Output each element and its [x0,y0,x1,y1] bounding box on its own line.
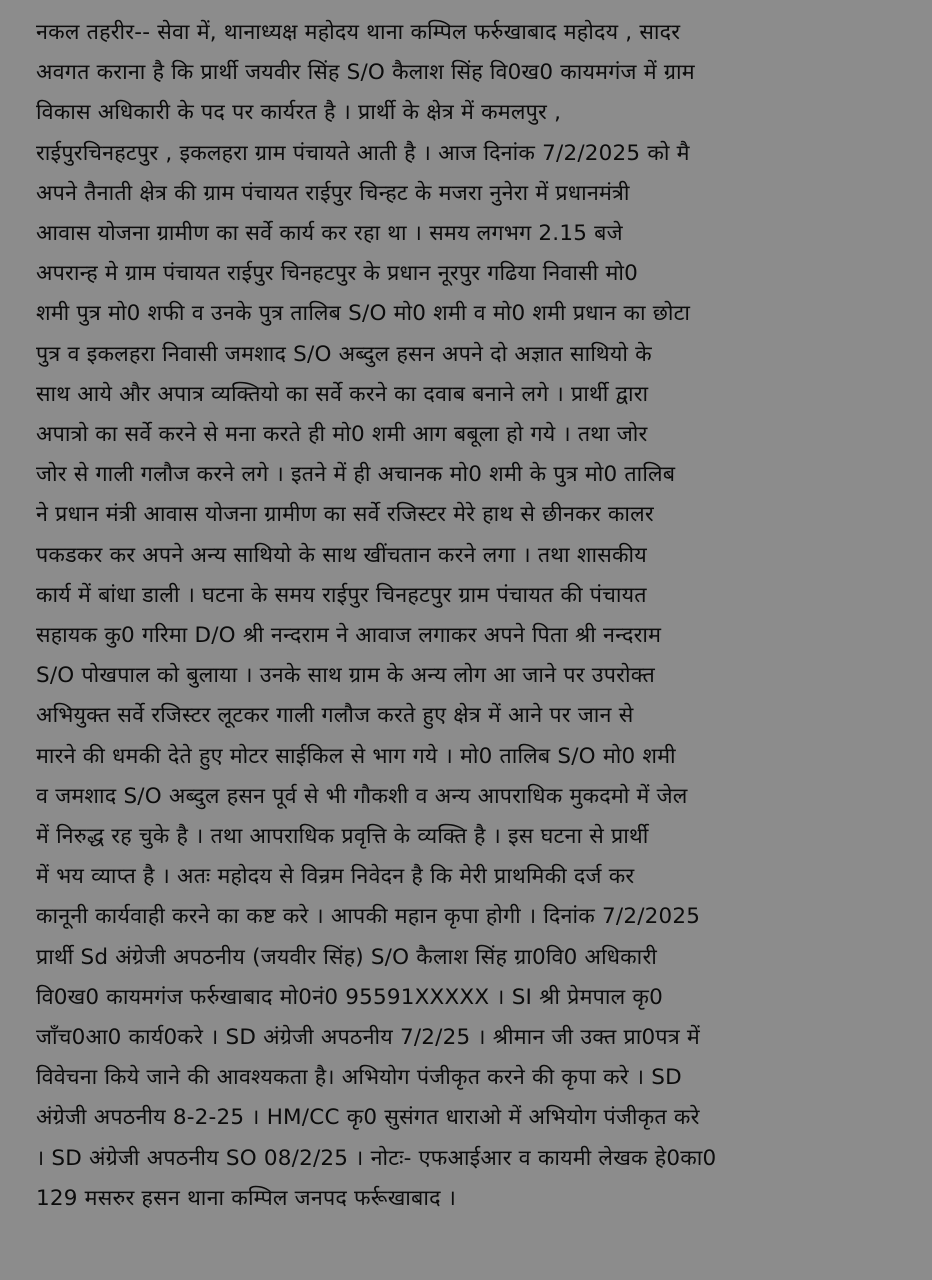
text-line-19: मारने की धमकी देते हुए मोटर साईकिल से भाग गये । मो0 तालिब S/O मो0 शमी [36,743,676,769]
text-line-9: पुत्र व इकलहरा निवासी जमशाद S/O अब्दुल हसन अपने दो अज्ञात साथियो के [36,341,652,367]
text-line-10: साथ आये और अपात्र व्यक्तियो का सर्वे करने का दवाब बनाने लगे । प्रार्थी द्वारा [36,381,649,407]
text-line-14: पकडकर कर अपने अन्य साथियो के साथ खींचतान करने लगा । तथा शासकीय [36,542,647,568]
text-line-4: राईपुरचिनहटपुर , इकलहरा ग्राम पंचायते आती है । आज दिनांक 7/2/2025 को मै [36,140,690,166]
text-line-11: अपात्रो का सर्वे करने से मना करते ही मो0 शमी आग बबूला हो गये । तथा जोर [36,422,648,447]
text-line-24: प्रार्थी Sd अंग्रेजी अपठनीय (जयवीर सिंह) S/O कैलाश सिंह ग्रा0वि0 अधिकारी [36,944,658,970]
text-line-29: । SD अंग्रेजी अपठनीय SO 08/2/25 । नोटः- एफआईआर व कायमी लेखक हे0का0 [36,1145,717,1171]
text-line-3: विकास अधिकारी के पद पर कार्यरत है । प्रार्थी के क्षेत्र में कमलपुर , [36,100,562,126]
text-line-17: S/O पोखपाल को बुलाया । उनके साथ ग्राम के अन्य लोग आ जाने पर उपरोक्त [36,663,655,689]
text-line-12: जोर से गाली गलौज करने लगे । इतने में ही अचानक मो0 शमी के पुत्र मो0 तालिब [36,462,676,488]
text-line-2: अवगत कराना है कि प्रार्थी जयवीर सिंह S/O कैलाश सिंह वि0ख0 कायमगंज में ग्राम [36,60,695,86]
text-line-5: अपने तैनाती क्षेत्र की ग्राम पंचायत राईपुर चिन्हट के मजरा नुनेरा में प्रधानमंत्री [36,180,630,206]
text-line-23: कानूनी कार्यवाही करने का कष्ट करे । आपकी महान कृपा होगी । दिनांक 7/2/2025 [36,904,701,930]
text-line-27: विवेचना किये जाने की आवश्यकता है। अभियोग पंजीकृत करने की कृपा करे । SD [36,1065,682,1091]
text-line-6: आवास योजना ग्रामीण का सर्वे कार्य कर रहा था । समय लगभग 2.15 बजे [36,221,623,246]
text-line-16: सहायक कु0 गरिमा D/O श्री नन्दराम ने आवाज लगाकर अपने पिता श्री नन्दराम [36,623,662,648]
text-line-20: व जमशाद S/O अब्दुल हसन पूर्व से भी गौकशी व अन्य आपराधिक मुकदमो में जेल [36,783,688,809]
text-line-26: जाँच0आ0 कार्य0करे । SD अंग्रेजी अपठनीय 7/2/25 । श्रीमान जी उक्त प्रा0पत्र में [36,1025,700,1050]
text-line-7: अपरान्ह मे ग्राम पंचायत राईपुर चिनहटपुर के प्रधान नूरपुर गढिया निवासी मो0 [36,261,638,287]
text-line-28: अंग्रेजी अपठनीय 8-2-25 । HM/CC कृ0 सुसंगत धाराओ में अभियोग पंजीकृत करे [36,1105,700,1131]
text-line-13: ने प्रधान मंत्री आवास योजना ग्रामीण का सर्वे रजिस्टर मेरे हाथ से छीनकर कालर [36,502,654,528]
text-line-1: नकल तहरीर-- सेवा में, थानाध्यक्ष महोदय थाना कम्पिल फर्रुखाबाद महोदय , सादर [36,20,681,45]
text-line-8: शमी पुत्र मो0 शफी व उनके पुत्र तालिब S/O मो0 शमी व मो0 शमी प्रधान का छोटा [36,301,691,327]
text-line-18: अभियुक्त सर्वे रजिस्टर लूटकर गाली गलौज करते हुए क्षेत्र में आने पर जान से [36,703,634,729]
text-line-22: में भय व्याप्त है । अतः महोदय से विन्रम निवेदन है कि मेरी प्राथमिकी दर्ज कर [36,864,635,890]
text-line-21: में निरुद्ध रह चुके है । तथा आपराधिक प्रवृत्ति के व्यक्ति है । इस घटना से प्रार्थी [36,824,649,849]
text-line-25: वि0ख0 कायमगंज फर्रुखाबाद मो0नं0 95591XXXXX । SI श्री प्रेमपाल कृ0 [36,984,664,1010]
text-line-15: कार्य में बांधा डाली । घटना के समय राईपुर चिनहटपुर ग्राम पंचायत की पंचायत [36,582,647,608]
text-line-30: 129 मसरुर हसन थाना कम्पिल जनपद फर्रूखाबाद । [36,1185,457,1211]
